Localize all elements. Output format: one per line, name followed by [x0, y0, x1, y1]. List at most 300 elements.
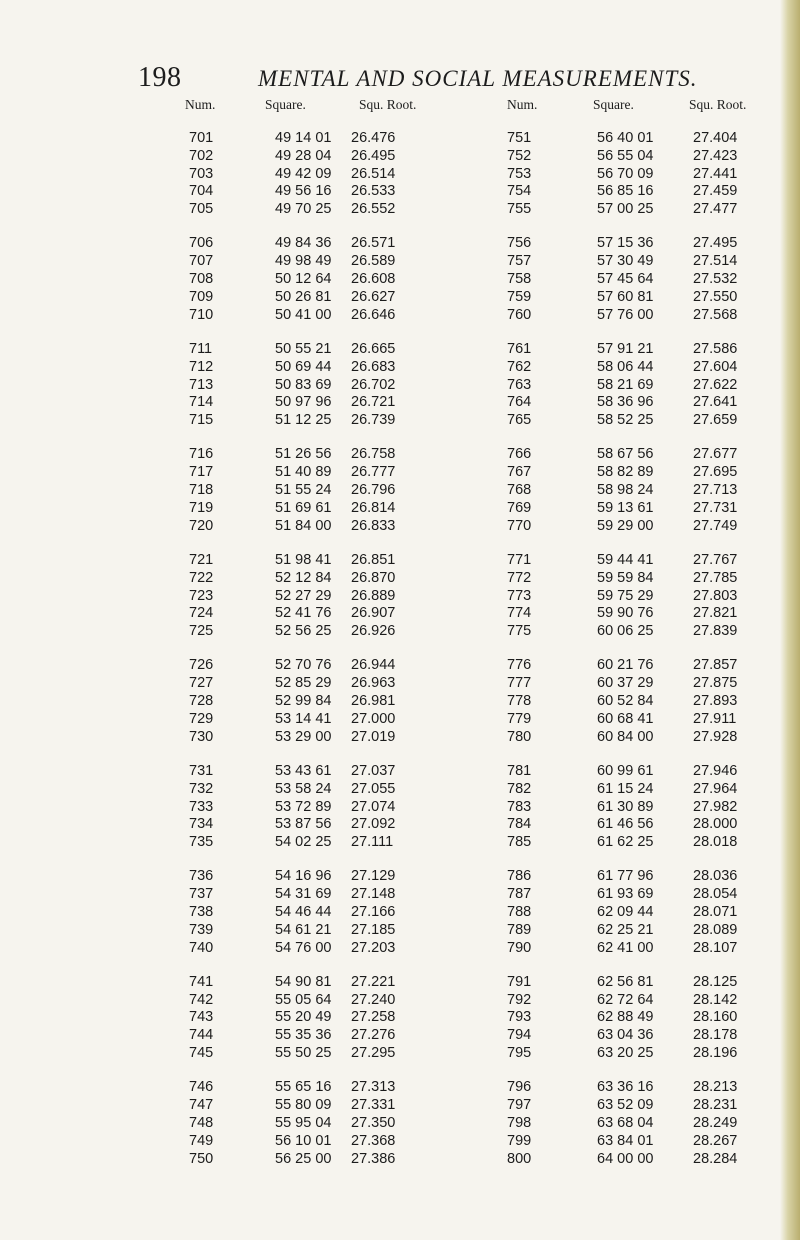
cell-square-left: 53 72 89	[275, 798, 332, 815]
cell-num-left: 724	[189, 605, 214, 622]
cell-root-left: 27.295	[351, 1045, 396, 1062]
cell-square-right: 57 30 49	[597, 253, 654, 270]
cell-root-left: 26.944	[351, 657, 396, 674]
cell-square-left: 52 12 84	[275, 569, 332, 586]
cell-num-right: 799	[507, 1132, 532, 1149]
cell-square-left: 51 40 89	[275, 464, 332, 481]
cell-root-right: 27.946	[693, 762, 738, 779]
cell-num-right: 767	[507, 464, 532, 481]
cell-square-right: 63 20 25	[597, 1045, 654, 1062]
cell-num-left: 708	[189, 271, 214, 288]
cell-root-left: 27.019	[351, 728, 396, 745]
cell-root-right: 27.713	[693, 482, 738, 499]
table-row	[175, 904, 785, 922]
cell-square-right: 59 13 61	[597, 499, 654, 516]
cell-square-right: 61 77 96	[597, 868, 654, 885]
cell-root-right: 27.857	[693, 657, 738, 674]
cell-num-left: 730	[189, 728, 214, 745]
cell-square-right: 57 76 00	[597, 306, 654, 323]
cell-num-left: 723	[189, 587, 214, 604]
col-root-left: Squ. Root.	[359, 97, 417, 112]
cell-root-left: 26.608	[351, 271, 396, 288]
cell-square-right: 58 36 96	[597, 394, 654, 411]
table-row	[175, 729, 785, 747]
cell-root-left: 26.796	[351, 482, 396, 499]
table-row	[175, 1151, 785, 1169]
cell-root-right: 28.125	[693, 973, 738, 990]
cell-num-left: 714	[189, 394, 214, 411]
cell-num-left: 732	[189, 780, 214, 797]
cell-num-right: 760	[507, 306, 532, 323]
cell-square-left: 49 28 04	[275, 147, 332, 164]
table-row	[175, 377, 785, 395]
table-row	[175, 868, 785, 886]
cell-square-right: 60 99 61	[597, 762, 654, 779]
cell-root-right: 28.036	[693, 868, 738, 885]
cell-num-left: 702	[189, 147, 214, 164]
cell-square-right: 64 00 00	[597, 1150, 654, 1167]
cell-square-left: 55 65 16	[275, 1079, 332, 1096]
cell-num-left: 739	[189, 921, 214, 938]
cell-square-left: 55 35 36	[275, 1027, 332, 1044]
table-row	[175, 623, 785, 641]
cell-root-right: 27.749	[693, 517, 738, 534]
cell-num-right: 789	[507, 921, 532, 938]
cell-num-left: 744	[189, 1027, 214, 1044]
cell-root-left: 26.721	[351, 394, 396, 411]
table-row	[175, 464, 785, 482]
cell-square-right: 58 06 44	[597, 358, 654, 375]
cell-num-right: 755	[507, 201, 532, 218]
cell-square-right: 56 70 09	[597, 165, 654, 182]
cell-num-left: 729	[189, 710, 214, 727]
cell-square-left: 50 69 44	[275, 358, 332, 375]
cell-root-right: 28.054	[693, 886, 738, 903]
table-row	[175, 482, 785, 500]
cell-root-right: 28.196	[693, 1045, 738, 1062]
cell-root-right: 27.821	[693, 605, 738, 622]
table-row	[175, 570, 785, 588]
cell-num-right: 757	[507, 253, 532, 270]
cell-num-left: 736	[189, 868, 214, 885]
cell-num-left: 720	[189, 517, 214, 534]
cell-root-right: 27.441	[693, 165, 738, 182]
cell-num-right: 777	[507, 675, 532, 692]
cell-root-left: 26.739	[351, 412, 396, 429]
cell-square-right: 56 55 04	[597, 147, 654, 164]
cell-num-left: 746	[189, 1079, 214, 1096]
cell-root-left: 26.963	[351, 675, 396, 692]
cell-num-left: 705	[189, 201, 214, 218]
cell-square-left: 54 16 96	[275, 868, 332, 885]
cell-square-left: 55 05 64	[275, 991, 332, 1008]
table-row	[175, 341, 785, 359]
cell-square-left: 52 85 29	[275, 675, 332, 692]
table-row	[175, 201, 785, 219]
cell-square-left: 55 95 04	[275, 1114, 332, 1131]
cell-root-left: 26.702	[351, 376, 396, 393]
table-row	[175, 816, 785, 834]
cell-num-left: 716	[189, 446, 214, 463]
cell-square-right: 59 90 76	[597, 605, 654, 622]
cell-num-left: 734	[189, 816, 214, 833]
table-row	[175, 711, 785, 729]
cell-root-left: 26.851	[351, 551, 396, 568]
table-row	[175, 446, 785, 464]
cell-square-right: 57 91 21	[597, 340, 654, 357]
cell-square-left: 50 83 69	[275, 376, 332, 393]
table-row	[175, 253, 785, 271]
cell-num-right: 790	[507, 939, 532, 956]
table-row	[175, 552, 785, 570]
cell-square-left: 51 12 25	[275, 412, 332, 429]
page-number: 198	[138, 62, 182, 93]
cell-num-left: 738	[189, 903, 214, 920]
table-row	[175, 130, 785, 148]
cell-square-left: 51 55 24	[275, 482, 332, 499]
cell-square-right: 62 25 21	[597, 921, 654, 938]
cell-root-right: 27.875	[693, 675, 738, 692]
cell-num-left: 745	[189, 1045, 214, 1062]
cell-num-right: 797	[507, 1097, 532, 1114]
cell-root-right: 27.964	[693, 780, 738, 797]
cell-num-left: 709	[189, 288, 214, 305]
cell-num-right: 761	[507, 340, 532, 357]
cell-num-left: 742	[189, 991, 214, 1008]
cell-root-left: 26.665	[351, 340, 396, 357]
cell-root-left: 26.833	[351, 517, 396, 534]
cell-square-right: 59 75 29	[597, 587, 654, 604]
cell-num-right: 791	[507, 973, 532, 990]
cell-square-right: 58 82 89	[597, 464, 654, 481]
table-body	[175, 130, 785, 1168]
cell-num-left: 740	[189, 939, 214, 956]
cell-num-right: 780	[507, 728, 532, 745]
cell-root-right: 28.089	[693, 921, 738, 938]
cell-square-left: 56 10 01	[275, 1132, 332, 1149]
cell-square-left: 50 26 81	[275, 288, 332, 305]
cell-root-left: 26.814	[351, 499, 396, 516]
cell-num-left: 743	[189, 1009, 214, 1026]
cell-root-left: 27.055	[351, 780, 396, 797]
cell-root-left: 26.571	[351, 235, 396, 252]
cell-square-right: 62 09 44	[597, 903, 654, 920]
cell-root-left: 27.240	[351, 991, 396, 1008]
cell-root-right: 27.404	[693, 130, 738, 146]
cell-num-right: 768	[507, 482, 532, 499]
cell-root-left: 27.129	[351, 868, 396, 885]
table-row	[175, 1045, 785, 1063]
table-row	[175, 675, 785, 693]
cell-num-left: 703	[189, 165, 214, 182]
col-square-left: Square.	[265, 97, 306, 112]
cell-num-left: 704	[189, 183, 214, 200]
table-row	[175, 1009, 785, 1027]
cell-square-right: 56 40 01	[597, 130, 654, 146]
cell-square-left: 54 76 00	[275, 939, 332, 956]
cell-root-right: 27.982	[693, 798, 738, 815]
cell-square-left: 51 69 61	[275, 499, 332, 516]
cell-square-right: 58 98 24	[597, 482, 654, 499]
cell-square-right: 61 46 56	[597, 816, 654, 833]
cell-root-left: 27.203	[351, 939, 396, 956]
cell-num-left: 713	[189, 376, 214, 393]
table-row	[175, 148, 785, 166]
cell-num-right: 781	[507, 762, 532, 779]
cell-square-left: 52 27 29	[275, 587, 332, 604]
cell-root-right: 28.231	[693, 1097, 738, 1114]
cell-root-left: 26.683	[351, 358, 396, 375]
cell-num-left: 710	[189, 306, 214, 323]
cell-root-left: 26.495	[351, 147, 396, 164]
cell-root-right: 27.641	[693, 394, 738, 411]
cell-num-right: 778	[507, 693, 532, 710]
cell-num-left: 707	[189, 253, 214, 270]
row-group	[175, 763, 785, 852]
cell-num-left: 715	[189, 412, 214, 429]
cell-square-right: 60 06 25	[597, 623, 654, 640]
running-title: MENTAL AND SOCIAL MEASUREMENTS.	[258, 66, 698, 91]
cell-root-left: 26.758	[351, 446, 396, 463]
cell-num-right: 764	[507, 394, 532, 411]
cell-root-left: 26.870	[351, 569, 396, 586]
table-row	[175, 183, 785, 201]
cell-root-right: 27.767	[693, 551, 738, 568]
cell-root-right: 27.423	[693, 147, 738, 164]
row-group	[175, 341, 785, 430]
cell-square-right: 58 67 56	[597, 446, 654, 463]
cell-square-right: 57 60 81	[597, 288, 654, 305]
cell-num-right: 795	[507, 1045, 532, 1062]
cell-square-left: 50 41 00	[275, 306, 332, 323]
cell-root-right: 28.249	[693, 1114, 738, 1131]
cell-root-left: 26.476	[351, 130, 396, 146]
cell-square-left: 49 98 49	[275, 253, 332, 270]
cell-root-left: 26.533	[351, 183, 396, 200]
cell-square-right: 57 15 36	[597, 235, 654, 252]
cell-root-left: 27.185	[351, 921, 396, 938]
cell-num-left: 711	[189, 340, 213, 357]
cell-square-left: 54 31 69	[275, 886, 332, 903]
cell-root-left: 27.166	[351, 903, 396, 920]
cell-square-left: 53 58 24	[275, 780, 332, 797]
cell-square-right: 63 52 09	[597, 1097, 654, 1114]
cell-root-right: 27.532	[693, 271, 738, 288]
col-num-left: Num.	[185, 97, 216, 112]
cell-num-right: 762	[507, 358, 532, 375]
cell-square-left: 52 70 76	[275, 657, 332, 674]
cell-root-right: 27.677	[693, 446, 738, 463]
cell-square-left: 50 97 96	[275, 394, 332, 411]
cell-num-right: 753	[507, 165, 532, 182]
row-group	[175, 868, 785, 957]
cell-square-left: 53 43 61	[275, 762, 332, 779]
cell-num-left: 721	[189, 551, 214, 568]
cell-num-right: 771	[507, 551, 532, 568]
cell-num-right: 794	[507, 1027, 532, 1044]
cell-num-right: 775	[507, 623, 532, 640]
cell-root-left: 26.514	[351, 165, 396, 182]
cell-num-left: 725	[189, 623, 214, 640]
cell-num-left: 737	[189, 886, 214, 903]
cell-square-right: 61 15 24	[597, 780, 654, 797]
cell-square-left: 55 20 49	[275, 1009, 332, 1026]
cell-num-right: 796	[507, 1079, 532, 1096]
cell-num-left: 731	[189, 762, 214, 779]
cell-root-right: 28.000	[693, 816, 738, 833]
table-row	[175, 166, 785, 184]
cell-num-left: 733	[189, 798, 214, 815]
cell-square-right: 62 72 64	[597, 991, 654, 1008]
cell-square-right: 63 04 36	[597, 1027, 654, 1044]
table-row	[175, 605, 785, 623]
cell-square-right: 57 00 25	[597, 201, 654, 218]
cell-square-left: 50 12 64	[275, 271, 332, 288]
cell-root-right: 27.459	[693, 183, 738, 200]
cell-root-right: 27.695	[693, 464, 738, 481]
cell-root-left: 27.350	[351, 1114, 396, 1131]
cell-square-right: 60 21 76	[597, 657, 654, 674]
cell-square-right: 60 52 84	[597, 693, 654, 710]
table-row	[175, 1027, 785, 1045]
cell-square-left: 52 99 84	[275, 693, 332, 710]
cell-root-left: 27.092	[351, 816, 396, 833]
cell-root-right: 28.267	[693, 1132, 738, 1149]
cell-num-right: 798	[507, 1114, 532, 1131]
table-row	[175, 763, 785, 781]
table-row	[175, 289, 785, 307]
cell-num-left: 717	[189, 464, 214, 481]
cell-root-right: 28.142	[693, 991, 738, 1008]
cell-square-left: 55 50 25	[275, 1045, 332, 1062]
table-row	[175, 657, 785, 675]
col-square-right: Square.	[593, 97, 634, 112]
table-row	[175, 992, 785, 1010]
cell-num-right: 765	[507, 412, 532, 429]
cell-num-right: 770	[507, 517, 532, 534]
cell-square-left: 50 55 21	[275, 340, 332, 357]
cell-num-left: 741	[189, 973, 214, 990]
cell-root-left: 26.926	[351, 623, 396, 640]
cell-square-left: 51 84 00	[275, 517, 332, 534]
cell-root-right: 28.178	[693, 1027, 738, 1044]
cell-root-right: 27.911	[693, 710, 737, 727]
table-row	[175, 781, 785, 799]
cell-num-left: 750	[189, 1150, 214, 1167]
cell-num-left: 706	[189, 235, 214, 252]
cell-square-left: 56 25 00	[275, 1150, 332, 1167]
cell-num-right: 756	[507, 235, 532, 252]
cell-root-left: 27.148	[351, 886, 396, 903]
cell-num-right: 792	[507, 991, 532, 1008]
cell-root-left: 27.276	[351, 1027, 396, 1044]
row-group	[175, 130, 785, 219]
table-row	[175, 1079, 785, 1097]
table-row	[175, 394, 785, 412]
cell-root-right: 28.213	[693, 1079, 738, 1096]
cell-root-right: 27.550	[693, 288, 738, 305]
cell-square-right: 59 29 00	[597, 517, 654, 534]
cell-num-left: 701	[189, 130, 214, 146]
row-group	[175, 1079, 785, 1168]
cell-root-left: 27.368	[351, 1132, 396, 1149]
table-row	[175, 1133, 785, 1151]
cell-root-right: 28.018	[693, 834, 738, 851]
cell-root-right: 28.071	[693, 903, 738, 920]
row-group	[175, 974, 785, 1063]
cell-root-right: 27.568	[693, 306, 738, 323]
row-group	[175, 552, 785, 641]
cell-num-left: 718	[189, 482, 214, 499]
cell-root-left: 27.074	[351, 798, 396, 815]
cell-root-right: 27.785	[693, 569, 738, 586]
cell-num-right: 800	[507, 1150, 532, 1167]
cell-num-right: 783	[507, 798, 532, 815]
cell-num-right: 782	[507, 780, 532, 797]
cell-root-left: 27.313	[351, 1079, 396, 1096]
cell-num-right: 786	[507, 868, 532, 885]
cell-root-left: 27.037	[351, 762, 396, 779]
cell-square-left: 55 80 09	[275, 1097, 332, 1114]
cell-root-left: 27.331	[351, 1097, 396, 1114]
cell-num-right: 758	[507, 271, 532, 288]
cell-root-right: 27.622	[693, 376, 738, 393]
cell-root-left: 27.258	[351, 1009, 396, 1026]
cell-num-left: 712	[189, 358, 214, 375]
cell-root-left: 26.627	[351, 288, 396, 305]
cell-square-right: 58 21 69	[597, 376, 654, 393]
cell-root-left: 26.981	[351, 693, 396, 710]
cell-num-right: 788	[507, 903, 532, 920]
cell-root-right: 28.284	[693, 1150, 738, 1167]
cell-root-left: 26.777	[351, 464, 396, 481]
table-row	[175, 922, 785, 940]
cell-root-left: 26.552	[351, 201, 396, 218]
cell-num-left: 727	[189, 675, 214, 692]
table-row	[175, 799, 785, 817]
cell-square-right: 60 37 29	[597, 675, 654, 692]
cell-num-right: 779	[507, 710, 532, 727]
cell-num-right: 784	[507, 816, 532, 833]
table-row	[175, 1115, 785, 1133]
cell-num-right: 763	[507, 376, 532, 393]
cell-root-left: 27.386	[351, 1150, 396, 1167]
cell-num-left: 735	[189, 834, 214, 851]
cell-num-left: 748	[189, 1114, 214, 1131]
cell-root-right: 27.803	[693, 587, 738, 604]
cell-square-right: 56 85 16	[597, 183, 654, 200]
cell-root-right: 27.893	[693, 693, 738, 710]
cell-square-right: 62 88 49	[597, 1009, 654, 1026]
table-row	[175, 412, 785, 430]
cell-square-right: 61 30 89	[597, 798, 654, 815]
cell-num-right: 752	[507, 147, 532, 164]
cell-square-left: 49 14 01	[275, 130, 332, 146]
cell-root-left: 27.000	[351, 710, 396, 727]
cell-num-left: 728	[189, 693, 214, 710]
table-row	[175, 1097, 785, 1115]
cell-num-right: 787	[507, 886, 532, 903]
cell-num-right: 773	[507, 587, 532, 604]
cell-num-right: 769	[507, 499, 532, 516]
cell-square-right: 60 68 41	[597, 710, 654, 727]
cell-num-right: 766	[507, 446, 532, 463]
table-row	[175, 359, 785, 377]
cell-square-left: 53 29 00	[275, 728, 332, 745]
cell-square-left: 49 42 09	[275, 165, 332, 182]
cell-square-left: 53 87 56	[275, 816, 332, 833]
table-row	[175, 588, 785, 606]
